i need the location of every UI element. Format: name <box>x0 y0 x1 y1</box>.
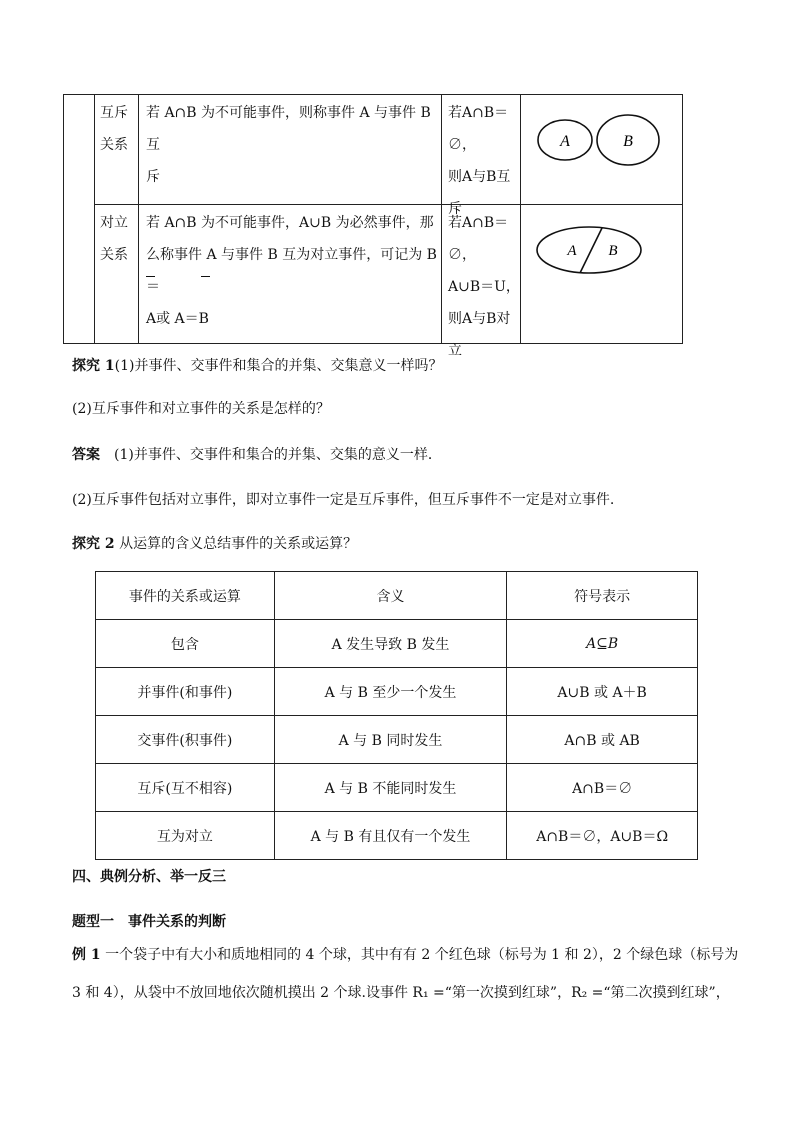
table-cell: A 与 B 至少一个发生 <box>274 668 507 716</box>
table-cell: A∩B＝∅ <box>507 764 698 812</box>
table-cell: A∩B＝∅，A∪B＝Ω <box>507 812 698 860</box>
header-cell: 含义 <box>274 572 507 620</box>
explore1-answer1: 答案 (1)并事件、交事件和集合的并集、交集的意义一样． <box>72 447 442 463</box>
relation-symbol: 若A∩B＝∅， 则A与B互 斥 <box>448 105 511 217</box>
relation-definition: 若 A∩B 为不可能事件，A∪B 为必然事件，那 么称事件 A 与事件 B 互为对立事件，可记为 B＝ A或 A＝B <box>146 215 437 327</box>
table-cell: A⊆B <box>507 620 698 668</box>
table-cell: 交事件(积事件) <box>96 716 275 764</box>
table-divider <box>94 204 682 205</box>
table-divider <box>94 95 95 343</box>
table-row <box>96 668 698 716</box>
type-title: 题型一 事件关系的判断 <box>72 914 226 930</box>
table-divider <box>441 95 442 343</box>
table-cell: 互斥(互不相容) <box>96 764 275 812</box>
table-cell: A 发生导致 B 发生 <box>274 620 507 668</box>
table-row <box>96 620 698 668</box>
divider-line <box>580 228 602 273</box>
event-b-label: B <box>608 243 618 259</box>
event-a-label: A <box>560 133 570 150</box>
table-header-row <box>96 572 698 620</box>
table-cell: 包含 <box>96 620 275 668</box>
example-line2: 3 和 4），从袋中不放回地依次随机摸出 2 个球.设事件 R₁ =“第一次摸到红球”，R₂ =“第二次摸到红球”， <box>72 985 730 1001</box>
example-line1: 例 1 一个袋子中有大小和质地相同的 4 个球，其中有有 2 个红色球（标号为 1 和 2），2 个绿色球（标号为 <box>72 947 739 963</box>
universe-ellipse <box>537 227 641 273</box>
relation-symbol: 若A∩B＝∅， A∪B＝U， 则A与B对 立 <box>448 215 520 359</box>
event-operations-table <box>95 571 698 860</box>
relations-table <box>63 94 683 359</box>
relation-definition: 若 A∩B 为不可能事件，则称事件 A 与事件 B 互 斥 <box>146 105 431 185</box>
table-cell: A 与 B 同时发生 <box>274 716 507 764</box>
event-a-label: A <box>567 243 577 259</box>
table-row <box>96 764 698 812</box>
explore2-question: 探究 2 从运算的含义总结事件的关系或运算？ <box>72 536 358 552</box>
explore1-answer2: (2)互斥事件包括对立事件，即对立事件一定是互斥事件，但互斥事件不一定是对立事件. <box>72 492 615 508</box>
complement-bar <box>201 276 210 277</box>
explore1-question1: 探究 1(1)并事件、交事件和集合的并集、交集意义一样吗？ <box>72 358 443 374</box>
table-cell: 互为对立 <box>96 812 275 860</box>
header-cell: 符号表示 <box>507 572 698 620</box>
event-b-label: B <box>623 133 633 150</box>
section-title: 四、典例分析、举一反三 <box>72 869 226 885</box>
mutually-exclusive-venn-diagram <box>530 109 670 169</box>
table-row <box>96 812 698 860</box>
header-cell: 事件的关系或运算 <box>96 572 275 620</box>
complement-bar <box>146 276 155 277</box>
table-divider <box>138 95 139 343</box>
table-cell: A 与 B 不能同时发生 <box>274 764 507 812</box>
table-cell: A∪B 或 A＋B <box>507 668 698 716</box>
relation-name: 互斥 关系 <box>100 105 128 153</box>
table-divider <box>520 95 521 343</box>
complementary-venn-diagram <box>530 215 650 285</box>
table-cell: A∩B 或 AB <box>507 716 698 764</box>
explore1-question2: (2)互斥事件和对立事件的关系是怎样的？ <box>72 401 330 417</box>
table-cell: 并事件(和事件) <box>96 668 275 716</box>
relation-name: 对立 关系 <box>100 215 128 263</box>
table-cell: A 与 B 有且仅有一个发生 <box>274 812 507 860</box>
table-row <box>96 716 698 764</box>
